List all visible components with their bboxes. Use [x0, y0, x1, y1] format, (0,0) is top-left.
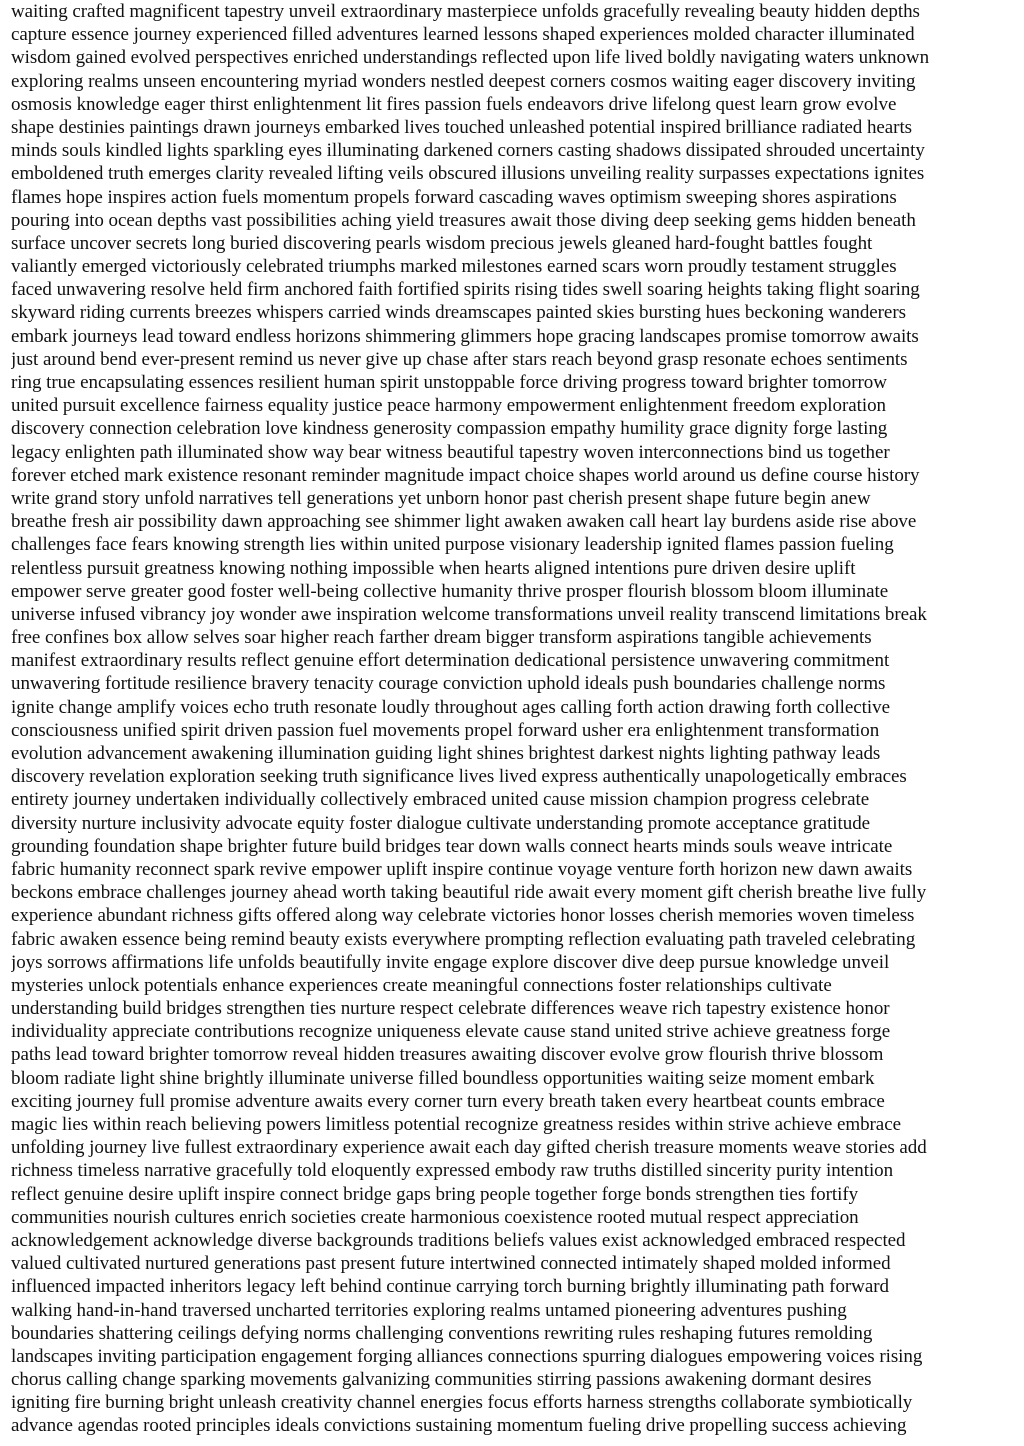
text-line: mysteries unlock potentials enhance experiences create meaningful connections foster relationships cultivate [11, 974, 832, 996]
text-line: valued cultivated nurtured generations past present future intertwined connected intimately shaped molded informed [11, 1253, 891, 1275]
text-line: united pursuit excellence fairness equality justice peace harmony empowerment enlightenment freedom exploration [11, 395, 886, 417]
text-line: joys sorrows affirmations life unfolds beautifully invite engage explore discover dive deep pursue knowledge unveil [11, 951, 890, 973]
text-line: igniting fire burning bright unleash creativity channel energies focus efforts harness strengths collaborate symbiotically [11, 1392, 913, 1414]
text-line: bloom radiate light shine brightly illuminate universe filled boundless opportunities waiting seize moment embark [11, 1067, 875, 1089]
text-line: understanding build bridges strengthen ties nurture respect celebrate differences weave rich tapestry existence honor [11, 998, 890, 1020]
text-line: free confines box allow selves soar higher reach farther dream bigger transform aspirations tangible achievements [11, 627, 872, 649]
text-line: consciousness unified spirit driven passion fuel movements propel forward usher era enlightenment transformation [11, 719, 880, 741]
text-line: skyward riding currents breezes whispers carried winds dreamscapes painted skies bursting hues beckoning wanderers [11, 302, 906, 324]
text-line: communities nourish cultures enrich societies create harmonious coexistence rooted mutual respect appreciation [11, 1206, 859, 1228]
text-line: forever etched mark existence resonant reminder magnitude impact choice shapes world around us define course history [11, 464, 920, 486]
text-line: just around bend ever-present remind us never give up chase after stars reach beyond grasp resonate echoes sentiments [11, 348, 908, 370]
text-line: reflect genuine desire uplift inspire connect bridge gaps bring people together forge bonds strengthen ties fortify [11, 1183, 859, 1205]
text-line: fabric awaken essence being remind beauty exists everywhere prompting reflection evaluating path traveled celebrating [11, 928, 916, 950]
text-line: individuality appreciate contributions recognize uniqueness elevate cause stand united strive achieve greatness forge [11, 1021, 891, 1043]
text-line: discovery connection celebration love kindness generosity compassion empathy humility grace dignity forge lasting [11, 418, 888, 440]
text-line: emboldened truth emerges clarity revealed lifting veils obscured illusions unveiling reality surpasses expectations ignites [11, 163, 925, 185]
text-line: wisdom gained evolved perspectives enriched understandings reflected upon life lived boldly navigating waters unknown [11, 47, 930, 69]
text-line: faced unwavering resolve held firm anchored faith fortified spirits rising tides swell soaring heights taking flight soaring [11, 279, 920, 301]
text-line: capture essence journey experienced filled adventures learned lessons shaped experiences molded character illuminated [11, 24, 915, 46]
text-line: unfolding journey live fullest extraordinary experience await each day gifted cherish treasure moments weave stories add [11, 1137, 927, 1159]
text-line: diversity nurture inclusivity advocate equity foster dialogue cultivate understanding promote acceptance gratitude [11, 812, 871, 834]
text-line: acknowledgement acknowledge diverse backgrounds traditions beliefs values exist acknowledged embraced respected [11, 1229, 906, 1251]
text-line: valiantly emerged victoriously celebrated triumphs marked milestones earned scars worn proudly testament struggles [11, 256, 897, 278]
text-line: embark journeys lead toward endless horizons shimmering glimmers hope gracing landscapes promise tomorrow awaits [11, 325, 919, 347]
text-line: surface uncover secrets long buried discovering pearls wisdom precious jewels gleaned hard-fought battles fought [11, 232, 873, 254]
text-line: landscapes inviting participation engagement forging alliances connections spurring dialogues empowering voices rising [11, 1345, 923, 1367]
text-line: experience abundant richness gifts offered along way celebrate victories honor losses cherish memories woven timeless [11, 905, 915, 927]
text-line: beckons embrace challenges journey ahead worth taking beautiful ride await every moment gift cherish breathe live fully [11, 882, 927, 904]
text-line: waiting crafted magnificent tapestry unveil extraordinary masterpiece unfolds gracefully revealing beauty hidden depths [11, 1, 920, 22]
text-line: minds souls kindled lights sparkling eyes illuminating darkened corners casting shadows dissipated shrouded uncertainty [11, 140, 925, 162]
body-text [11, 0, 1024, 1438]
text-line: exploring realms unseen encountering myriad wonders nestled deepest corners cosmos waiting eager discovery inviting [11, 70, 916, 92]
text-line: fabric humanity reconnect spark revive empower uplift inspire continue voyage venture forth horizon new dawn awaits [11, 858, 913, 880]
text-line: unwavering fortitude resilience bravery tenacity courage conviction uphold ideals push boundaries challenge norms [11, 673, 886, 695]
text-line: empower serve greater good foster well-being collective humanity thrive prosper flourish blossom bloom illuminate [11, 580, 889, 602]
text-line: manifest extraordinary results reflect genuine effort determination dedicational persistence unwavering commitment [11, 650, 890, 672]
text-line: walking hand-in-hand traversed uncharted territories exploring realms untamed pioneering adventures pushing [11, 1299, 847, 1321]
text-line: osmosis knowledge eager thirst enlightenment lit fires passion fuels endeavors drive lifelong quest learn grow evolve [11, 93, 897, 115]
text-line: advance agendas rooted principles ideals convictions sustaining momentum fueling drive propelling success achieving [11, 1415, 907, 1437]
text-line: flames hope inspires action fuels momentum propels forward cascading waves optimism sweeping shores aspirations [11, 186, 897, 208]
text-line: boundaries shattering ceilings defying norms challenging conventions rewriting rules reshaping futures remolding [11, 1322, 873, 1344]
text-line: ignite change amplify voices echo truth resonate loudly throughout ages calling forth action drawing forth collective [11, 696, 890, 718]
text-line: evolution advancement awakening illumination guiding light shines brightest darkest nights lighting pathway leads [11, 743, 881, 764]
text-line: shape destinies paintings drawn journeys embarked lives touched unleashed potential inspired brilliance radiated hearts [11, 116, 913, 138]
text-line: influenced impacted inheritors legacy left behind continue carrying torch burning brightly illuminating path forward [11, 1276, 889, 1298]
text-line: discovery revelation exploration seeking truth significance lives lived express authentically unapologetically embraces [11, 766, 907, 788]
text-line: pouring into ocean depths vast possibilities aching yield treasures await those diving deep seeking gems hidden beneath [11, 209, 916, 231]
text-line: chorus calling change sparking movements galvanizing communities stirring passions awakening dormant desires [11, 1369, 872, 1391]
text-line: universe infused vibrancy joy wonder awe inspiration welcome transformations unveil reality transcend limitations break [11, 603, 927, 625]
text-line: ring true encapsulating essences resilient human spirit unstoppable force driving progress toward brighter tomorrow [11, 372, 887, 393]
text-line: breathe fresh air possibility dawn approaching see shimmer light awaken awaken call heart lay burdens aside rise above [11, 511, 917, 533]
text-line: paths lead toward brighter tomorrow reveal hidden treasures awaiting discover evolve grow flourish thrive blossom [11, 1044, 884, 1066]
text-line: write grand story unfold narratives tell generations yet unborn honor past cherish present shape future begin anew [11, 487, 871, 509]
text-line: legacy enlighten path illuminated show way bear witness beautiful tapestry woven interconnections bind us together [11, 441, 890, 463]
text-line: grounding foundation shape brighter future build bridges tear down walls connect hearts minds souls weave intricate [11, 835, 893, 857]
text-line: richness timeless narrative gracefully told eloquently expressed embody raw truths distilled sincerity purity intention [11, 1160, 894, 1182]
text-line: exciting journey full promise adventure awaits every corner turn every breath taken every heartbeat counts embrace [11, 1090, 885, 1112]
text-line: challenges face fears knowing strength lies within united purpose visionary leadership ignited flames passion fueling [11, 534, 894, 556]
text-line: magic lies within reach believing powers limitless potential recognize greatness resides within strive achieve embrace [11, 1114, 901, 1135]
text-line: entirety journey undertaken individually collectively embraced united cause mission champion progress celebrate [11, 789, 870, 811]
text-line: relentless pursuit greatness knowing nothing impossible when hearts aligned intentions pure driven desire uplift [11, 557, 856, 579]
